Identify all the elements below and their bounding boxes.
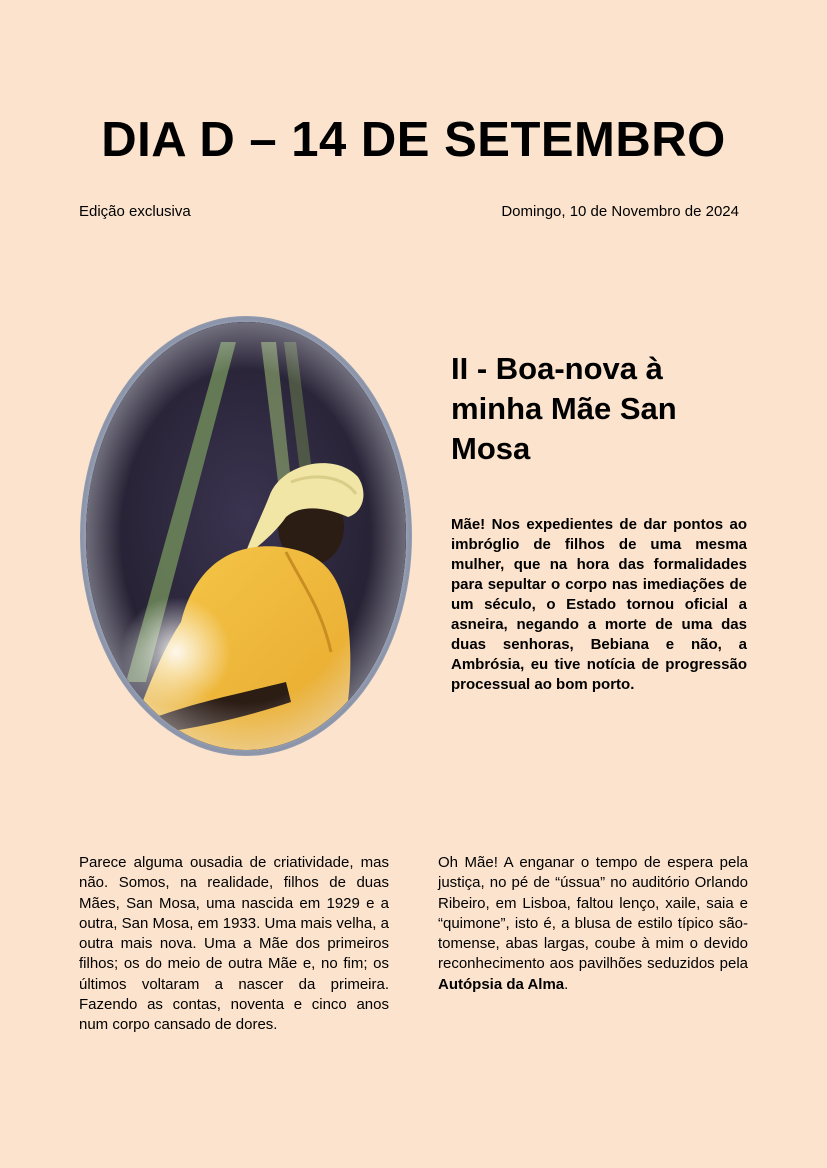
- column-right-end: .: [564, 975, 569, 993]
- date-label: Domingo, 10 de Novembro de 2024: [501, 203, 739, 220]
- masthead-title: DIA D – 14 DE SETEMBRO: [101, 113, 726, 167]
- column-right-text: Oh Mãe! A enganar o tempo de espera pela justiça, no pé de “ússua” no auditório Orlando Ribeiro, em Lisboa, faltou lenço, xaile, saia e “quimone”, isto é, a blusa de estilo típico são-tomense, abas largas, coube à mim o devido reconhecimento aos pavilhões seduzidos pela: [438, 854, 748, 973]
- article-lead: Mãe! Nos expedientes de dar pontos ao imbróglio de filhos de uma mesma mulher, que na hora das formalidades para sepultar o corpo nas imediações de um século, o Estado tornou oficial a asneira, negando a morte de uma das duas senhoras, Bebiana e não, a Ambrósia, eu tive notícia de progressão processual ao bom porto.: [451, 516, 747, 693]
- article-column-right: [438, 853, 748, 995]
- book-title: Autópsia da Alma: [438, 975, 565, 993]
- photo-image: [86, 322, 406, 750]
- portrait-photo: [80, 316, 412, 756]
- article-title: II - Boa-nova à minha Mãe San Mosa: [451, 351, 677, 466]
- article-column-left: Parece alguma ousadia de criatividade, mas não. Somos, na realidade, filhos de duas Mães, San Mosa, uma nascida em 1929 e a outra, San Mosa, em 1933. Uma mais velha, a outra mais nova. Uma a Mãe dos primeiros filhos; os do meio de outra Mãe e, no fim; os últimos voltaram a nascer da primeira. Fazendo as contas, noventa e cinco anos num corpo cansado de dores.: [79, 854, 389, 1034]
- edition-label: Edição exclusiva: [79, 203, 191, 220]
